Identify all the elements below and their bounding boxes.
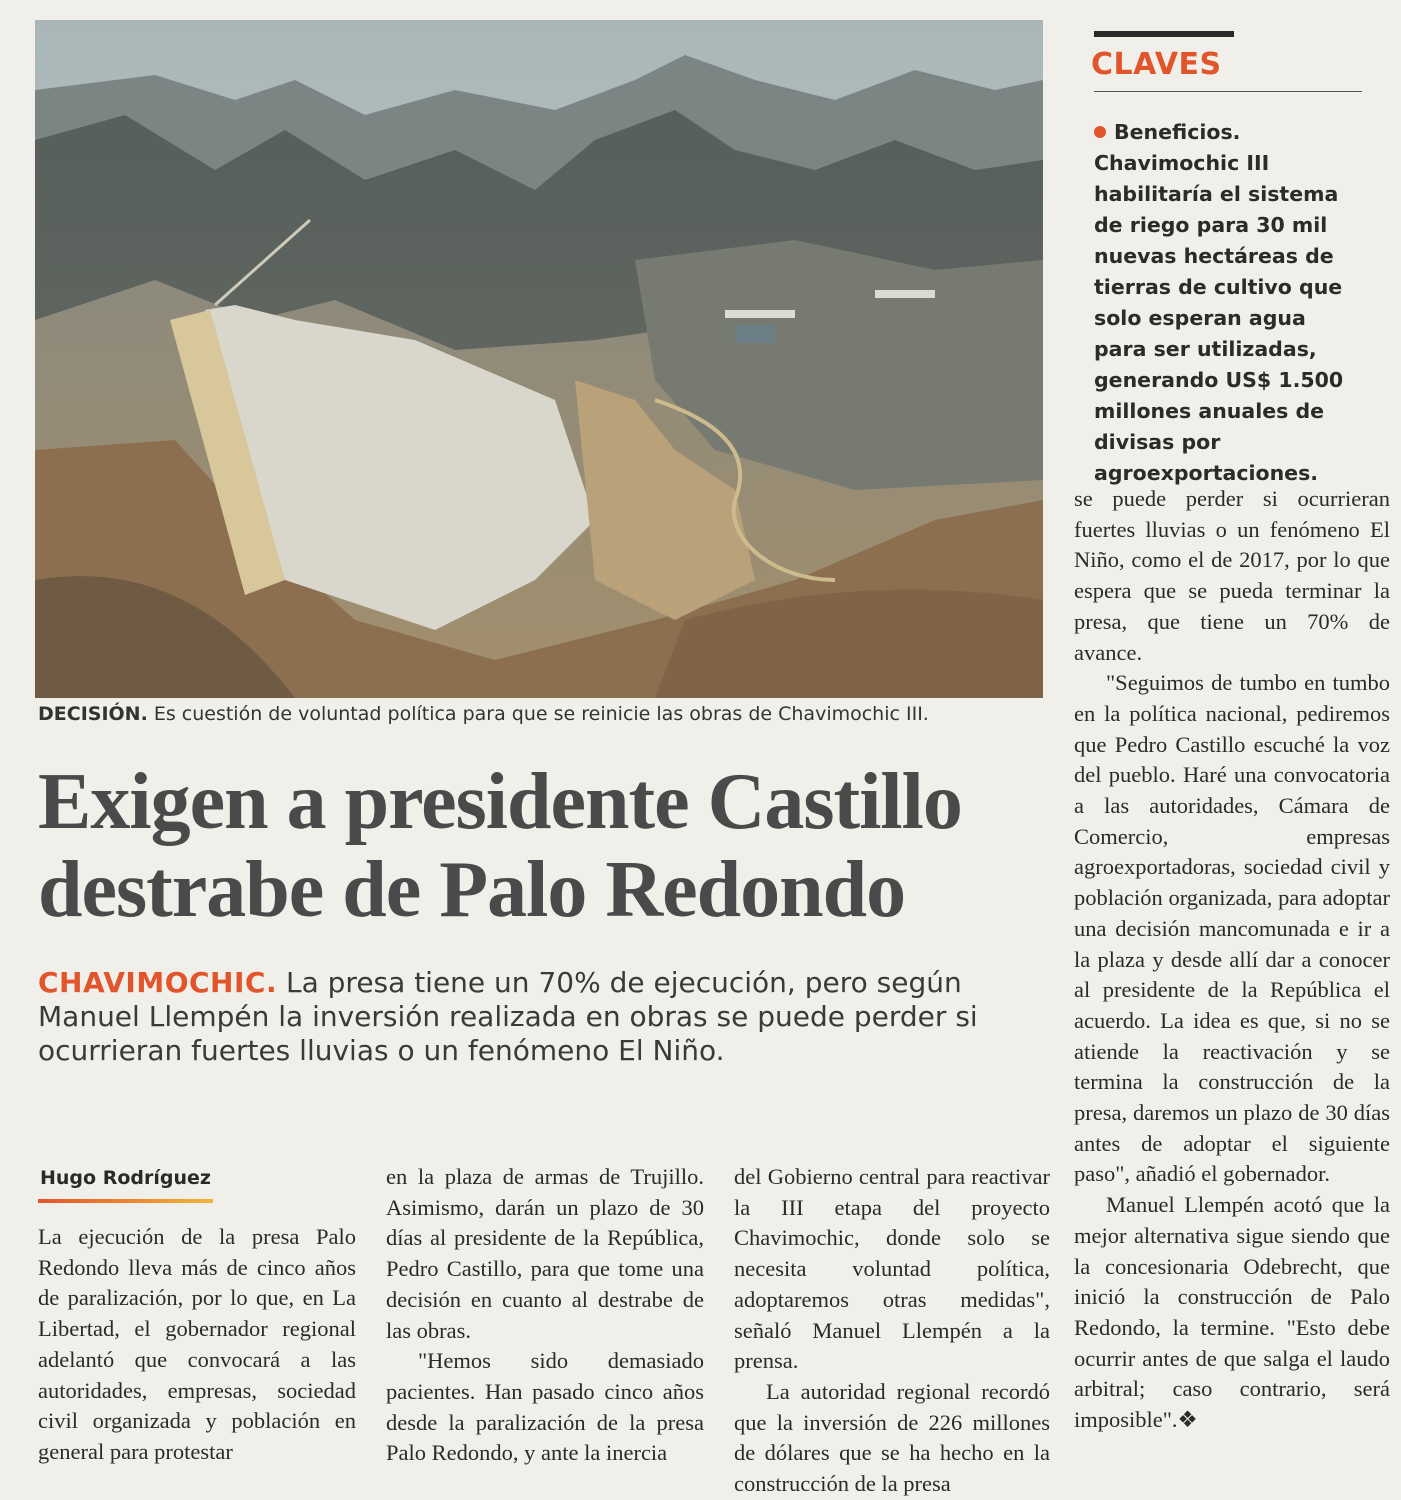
caption-text: Es cuestión de voluntad política para que se reinicie las obras de Chavimochic III.	[147, 703, 929, 725]
body-column-1	[38, 1222, 356, 1468]
dam-photo	[35, 20, 1043, 698]
paragraph: La autoridad regional recordó que la inversión de 226 millones de dólares que se ha hecho en la construcción de la presa	[734, 1378, 1050, 1497]
claves-item-text: Chavimochic III habilitaría el sistema de riego para 30 mil nuevas hectáreas de tierras de cultivo que solo esperan agua para ser utilizadas, generando US$ 1.500 millones anuales de divisas por agroexportaciones.	[1094, 151, 1344, 485]
body-column-2	[386, 1162, 704, 1469]
headline-line-2: destrabe de Palo Redondo	[38, 846, 906, 934]
article-deck	[38, 966, 1048, 1068]
claves-top-rule	[1094, 31, 1234, 37]
paragraph: La ejecución de la presa Palo Redondo lleva más de cinco años de paralización, por lo que, en La Libertad, el gobernador regional adelantó que convocará a las autoridades, empresas, sociedad civil organizada y población en general para protestar	[38, 1224, 356, 1464]
paragraph: se puede perder si ocurrieran fuertes lluvias o un fenómeno El Niño, como el de 2017, por lo que espera que se pueda terminar la presa, que tiene un 70% de avance.	[1074, 486, 1390, 665]
byline: Hugo Rodríguez	[40, 1167, 211, 1189]
caption-lead: DECISIÓN.	[38, 703, 148, 725]
body-column-3	[734, 1162, 1050, 1500]
claves-item	[1094, 117, 1364, 489]
deck-text: La presa tiene un 70% de ejecución, pero según Manuel Llempén la inversión realizada en obras se puede perder si ocurrieran fuertes lluvias o un fenómeno El Niño.	[38, 966, 978, 1067]
headline-line-1: Exigen a presidente Castillo	[38, 758, 962, 846]
bullet-dot-icon	[1094, 126, 1106, 138]
claves-item-lead: Beneficios.	[1114, 120, 1241, 144]
paragraph: en la plaza de armas de Trujillo. Asimismo, darán un plazo de 30 días al presidente de la República, Pedro Castillo, para que tome una decisión en cuanto al destrabe de las obras.	[386, 1164, 704, 1343]
paragraph: "Hemos sido demasiado pacientes. Han pasado cinco años desde la paralización de la presa Palo Redondo, y ante la inercia	[386, 1348, 704, 1466]
paragraph: del Gobierno central para reactivar la III etapa del proyecto Chavimochic, donde solo se necesita voluntad política, adoptaremos otras medidas", señaló Manuel Llempén a la prensa.	[734, 1164, 1050, 1374]
dam-landscape-illustration	[35, 20, 1043, 698]
photo-caption	[38, 703, 1048, 729]
claves-title: CLAVES	[1091, 47, 1222, 82]
claves-divider	[1094, 91, 1362, 92]
deck-kicker: CHAVIMOCHIC.	[38, 966, 278, 999]
byline-rule	[38, 1199, 213, 1203]
article-headline	[38, 758, 1048, 934]
body-column-4	[1074, 484, 1390, 1436]
paragraph: Manuel Llempén acotó que la mejor alternativa sigue siendo que la concesionaria Odebrecht, que inició la construcción de Palo Redondo, la termine. "Esto debe ocurrir antes de que salga el laudo arbitral; caso contrario, será imposible".❖	[1074, 1192, 1390, 1433]
paragraph: "Seguimos de tumbo en tumbo en la política nacional, pediremos que Pedro Castillo escuché la voz del pueblo. Haré una convocatoria a las autoridades, Cámara de Comercio, empresas agroexportadoras, sociedad civil y población organizada, para adoptar una decisión mancomunada e ir a la plaza y desde allí dar a conocer al presidente de la República el acuerdo. La idea es que, si no se atiende la reactivación y se termina la construcción de la presa, daremos un plazo de 30 días antes de adoptar el siguiente paso", añadió el gobernador.	[1074, 670, 1390, 1187]
